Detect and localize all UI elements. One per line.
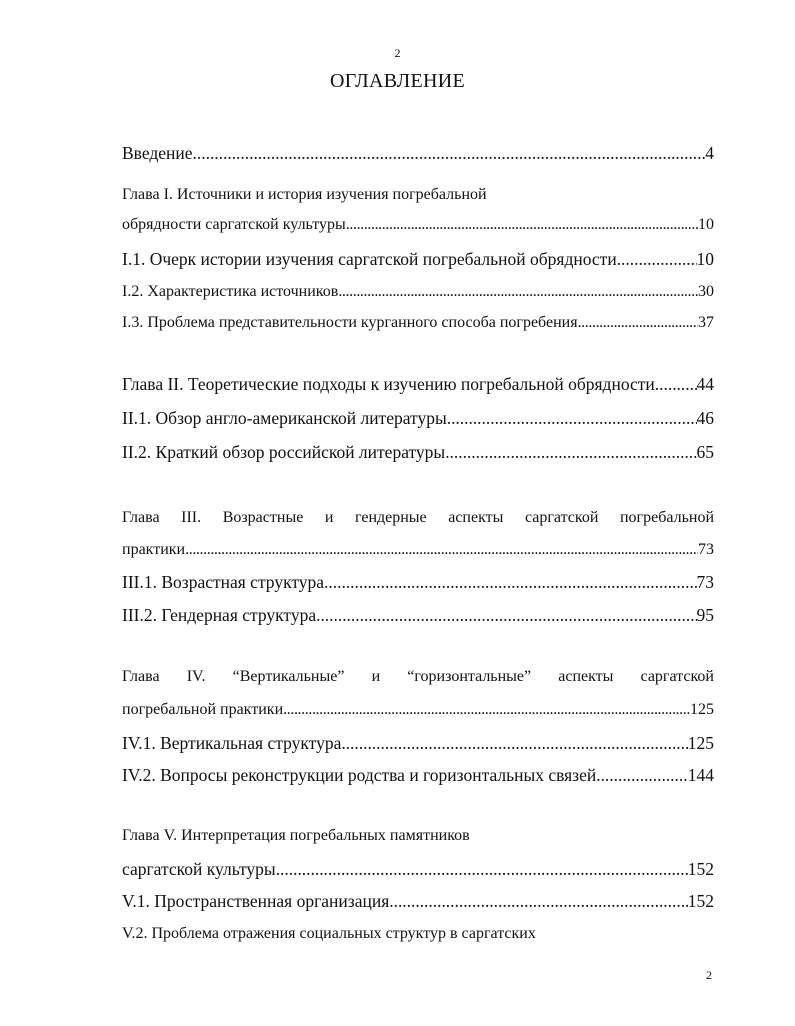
toc-entry-label: II.2. Краткий обзор российской литературы: [122, 442, 446, 462]
toc-leader-dots: [341, 733, 687, 754]
toc-entry-label: III.1. Возрастная структура: [122, 572, 325, 592]
heading-word: Глава: [122, 668, 160, 685]
toc-entry-label: IV.1. Вертикальная структура: [122, 733, 342, 753]
toc-entry-page: 65: [696, 442, 714, 462]
toc-leader-dots: [617, 249, 697, 270]
heading-word: III.: [181, 509, 202, 526]
toc-chapter-3-cont[interactable]: [122, 541, 714, 563]
toc-chapter-3-heading[interactable]: [122, 509, 714, 531]
toc-chapter-5-cont[interactable]: [122, 859, 714, 881]
toc-entry-page: 144: [687, 765, 714, 785]
toc-leader-dots: [596, 765, 688, 786]
toc-leader-dots: [655, 374, 697, 395]
toc-section-4-1[interactable]: [122, 733, 714, 755]
toc-entry-label: обрядности саргатской культуры: [122, 216, 346, 233]
toc-entry-page: 46: [696, 408, 714, 428]
toc-leader-dots: [447, 408, 697, 429]
toc-section-2-1[interactable]: [122, 408, 714, 430]
toc-leader-dots: [346, 216, 698, 234]
toc-chapter-5-heading[interactable]: Глава V. Интерпретация погребальных памятников: [122, 827, 470, 844]
toc-leader-dots: [193, 143, 706, 164]
page-number-bottom: 2: [706, 968, 712, 982]
heading-word: саргатской: [524, 509, 599, 526]
toc-entry-intro[interactable]: [122, 143, 714, 165]
heading-word: “Вертикальные”: [232, 668, 345, 685]
toc-entry-label: погребальной практики: [122, 701, 284, 718]
toc-entry-page: 4: [705, 143, 714, 163]
toc-leader-dots: [338, 283, 698, 301]
toc-section-3-2[interactable]: [122, 605, 714, 627]
toc-section-3-1[interactable]: [122, 572, 714, 594]
toc-chapter-1-cont[interactable]: [122, 216, 714, 238]
toc-entry-label: I.3. Проблема представительности курганного способа погребения: [122, 314, 578, 331]
toc-entry-page: 30: [698, 283, 714, 300]
toc-entry-page: 125: [687, 733, 714, 753]
toc-entry-page: 10: [696, 249, 714, 269]
toc-entry-page: 10: [698, 216, 714, 233]
toc-chapter-4-heading[interactable]: [122, 668, 714, 690]
toc-chapter-4-cont[interactable]: [122, 701, 714, 723]
heading-word: погребальной: [619, 509, 714, 526]
toc-leader-dots: [445, 442, 696, 463]
toc-leader-dots: [283, 701, 690, 719]
heading-word: и: [324, 509, 334, 526]
heading-word: и: [371, 668, 381, 685]
toc-leader-dots: [316, 605, 696, 626]
toc-entry-page: 37: [698, 314, 714, 331]
heading-word: гендерные: [354, 509, 427, 526]
toc-entry-label: III.2. Гендерная структура: [122, 605, 317, 625]
heading-word: аспекты: [558, 668, 614, 685]
toc-entry-label: саргатской культуры: [122, 859, 276, 879]
toc-entry-page: 44: [696, 374, 714, 394]
toc-chapter-1-heading[interactable]: Глава I. Источники и история изучения погребальной: [122, 186, 487, 203]
heading-word: “горизонтальные”: [407, 668, 532, 685]
heading-word: аспекты: [448, 509, 504, 526]
page-title: ОГЛАВЛЕНИЕ: [330, 70, 465, 92]
toc-entry-label: I.1. Очерк истории изучения саргатской погребальной обрядности: [122, 249, 617, 269]
heading-word: Возрастные: [222, 509, 304, 526]
toc-section-1-3[interactable]: [122, 314, 714, 336]
toc-entry-label: IV.2. Вопросы реконструкции родства и горизонтальных связей: [122, 765, 597, 785]
toc-leader-dots: [185, 541, 698, 559]
toc-leader-dots: [276, 859, 688, 880]
toc-section-4-2[interactable]: [122, 765, 714, 787]
toc-leader-dots: [389, 891, 688, 912]
toc-section-1-1[interactable]: [122, 249, 714, 271]
toc-leader-dots: [578, 314, 698, 332]
toc-entry-label: II.1. Обзор англо-американской литературы: [122, 408, 447, 428]
toc-entry-label: V.1. Пространственная организация: [122, 891, 390, 911]
toc-entry-page: 73: [696, 572, 714, 592]
toc-entry-page: 152: [687, 859, 714, 879]
toc-section-5-1[interactable]: [122, 891, 714, 913]
toc-section-5-2[interactable]: V.2. Проблема отражения социальных структур в саргатских: [122, 925, 536, 942]
page-number-top: 2: [394, 46, 401, 60]
heading-word: Глава: [122, 509, 160, 526]
toc-entry-page: 95: [696, 605, 714, 625]
heading-word: саргатской: [640, 668, 714, 685]
toc-entry-label: I.2. Характеристика источников: [122, 283, 339, 300]
toc-entry-label: Введение: [122, 143, 193, 163]
toc-entry-page: 73: [698, 541, 714, 558]
toc-chapter-2-heading[interactable]: [122, 374, 714, 396]
heading-word: IV.: [186, 668, 206, 685]
toc-entry-page: 125: [690, 701, 714, 718]
toc-entry-label: практики: [122, 541, 186, 558]
toc-section-1-2[interactable]: [122, 283, 714, 305]
toc-leader-dots: [324, 572, 696, 593]
toc-section-2-2[interactable]: [122, 442, 714, 464]
toc-entry-label: Глава II. Теоретические подходы к изучению погребальной обрядности: [122, 374, 655, 394]
toc-entry-page: 152: [687, 891, 714, 911]
